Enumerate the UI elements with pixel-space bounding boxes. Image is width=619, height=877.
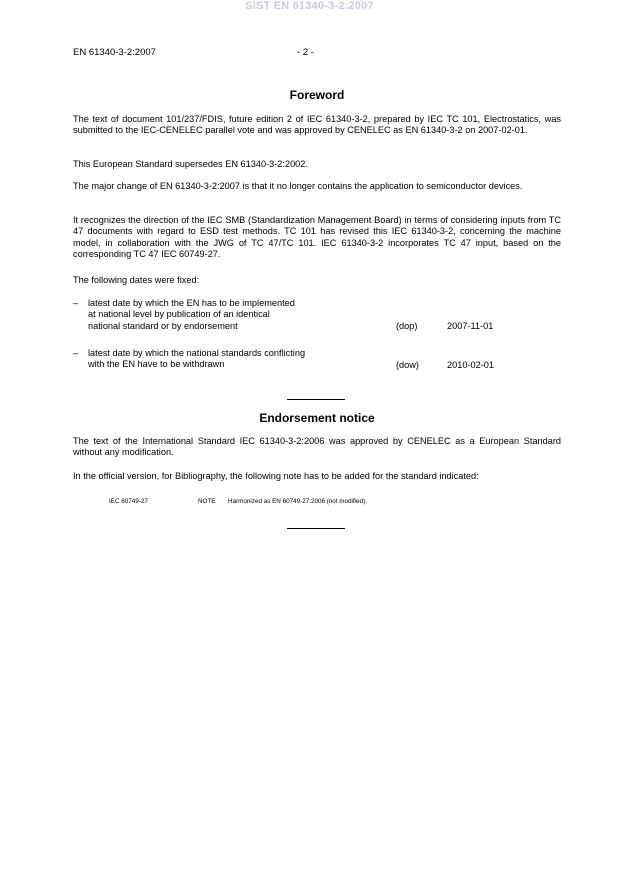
page-number: - 2 - (297, 47, 314, 58)
date-description-line: with the EN have to be withdrawn (88, 359, 225, 370)
watermark: SIST EN 61340-3-2:2007 (245, 0, 374, 12)
note-text: Harmonized as EN 60749-27:2006 (not modified). (228, 498, 367, 505)
foreword-paragraph-5: The following dates were fixed: (73, 275, 200, 285)
date-description (88, 298, 348, 332)
section-divider (287, 399, 345, 400)
date-abbreviation: (dop) (396, 321, 418, 331)
note-reference: IEC 60749-27 (109, 498, 148, 505)
header-doc-id: EN 61340-3-2:2007 (73, 47, 156, 58)
date-row-dop (73, 298, 561, 334)
endorsement-paragraph-2: In the official version, for Bibliography, the following note has to be added for the standard indicated: (73, 471, 479, 481)
date-description-line: latest date by which the national standards conflicting (88, 348, 306, 358)
foreword-paragraph-2: This European Standard supersedes EN 61340-3-2:2002. (73, 159, 308, 169)
end-divider (287, 528, 345, 529)
date-description-line: latest date by which the EN has to be implemented (88, 298, 295, 308)
note-label: NOTE (198, 498, 216, 505)
date-value: 2007-11-01 (447, 321, 494, 331)
foreword-paragraph-4: It recognizes the direction of the IEC SMB (Standardization Management Board) in terms of considering inputs from TC 47 documents with regard to ESD test methods. TC 101 has revised this IEC 61340-3-2, concerning the machine model, in collaboration with the JWG of TC 47/TC 101. IEC 61340-3-2 incorporates TC 47 input, based on the corresponding TC 47 IEC 60749-27. (73, 215, 561, 259)
endorsement-title: Endorsement notice (259, 411, 375, 425)
endorsement-paragraph-1: The text of the International Standard IEC 61340-3-2:2006 was approved by CENELEC as a European Standard without any modification. (73, 436, 561, 458)
foreword-title: Foreword (289, 88, 345, 102)
date-description-line: national standard or by endorsement (88, 320, 238, 331)
date-abbreviation: (dow) (396, 360, 419, 370)
foreword-paragraph-3: The major change of EN 61340-3-2:2007 is that it no longer contains the application to semiconductor devices. (73, 181, 523, 191)
foreword-paragraph-1: The text of document 101/237/FDIS, future edition 2 of IEC 61340-3-2, prepared by IEC TC 101, Electrostatics, was submitted to the IEC-CENELEC parallel vote and was approved by CENELEC as EN 61340-3-2 on 2007-02-01. (73, 114, 561, 136)
date-description-line: at national level by publication of an identical (88, 309, 270, 320)
date-row-dow (73, 348, 561, 372)
list-dash: – (73, 298, 79, 308)
date-description (88, 348, 348, 371)
date-value: 2010-02-01 (447, 360, 494, 370)
list-dash: – (73, 348, 79, 358)
